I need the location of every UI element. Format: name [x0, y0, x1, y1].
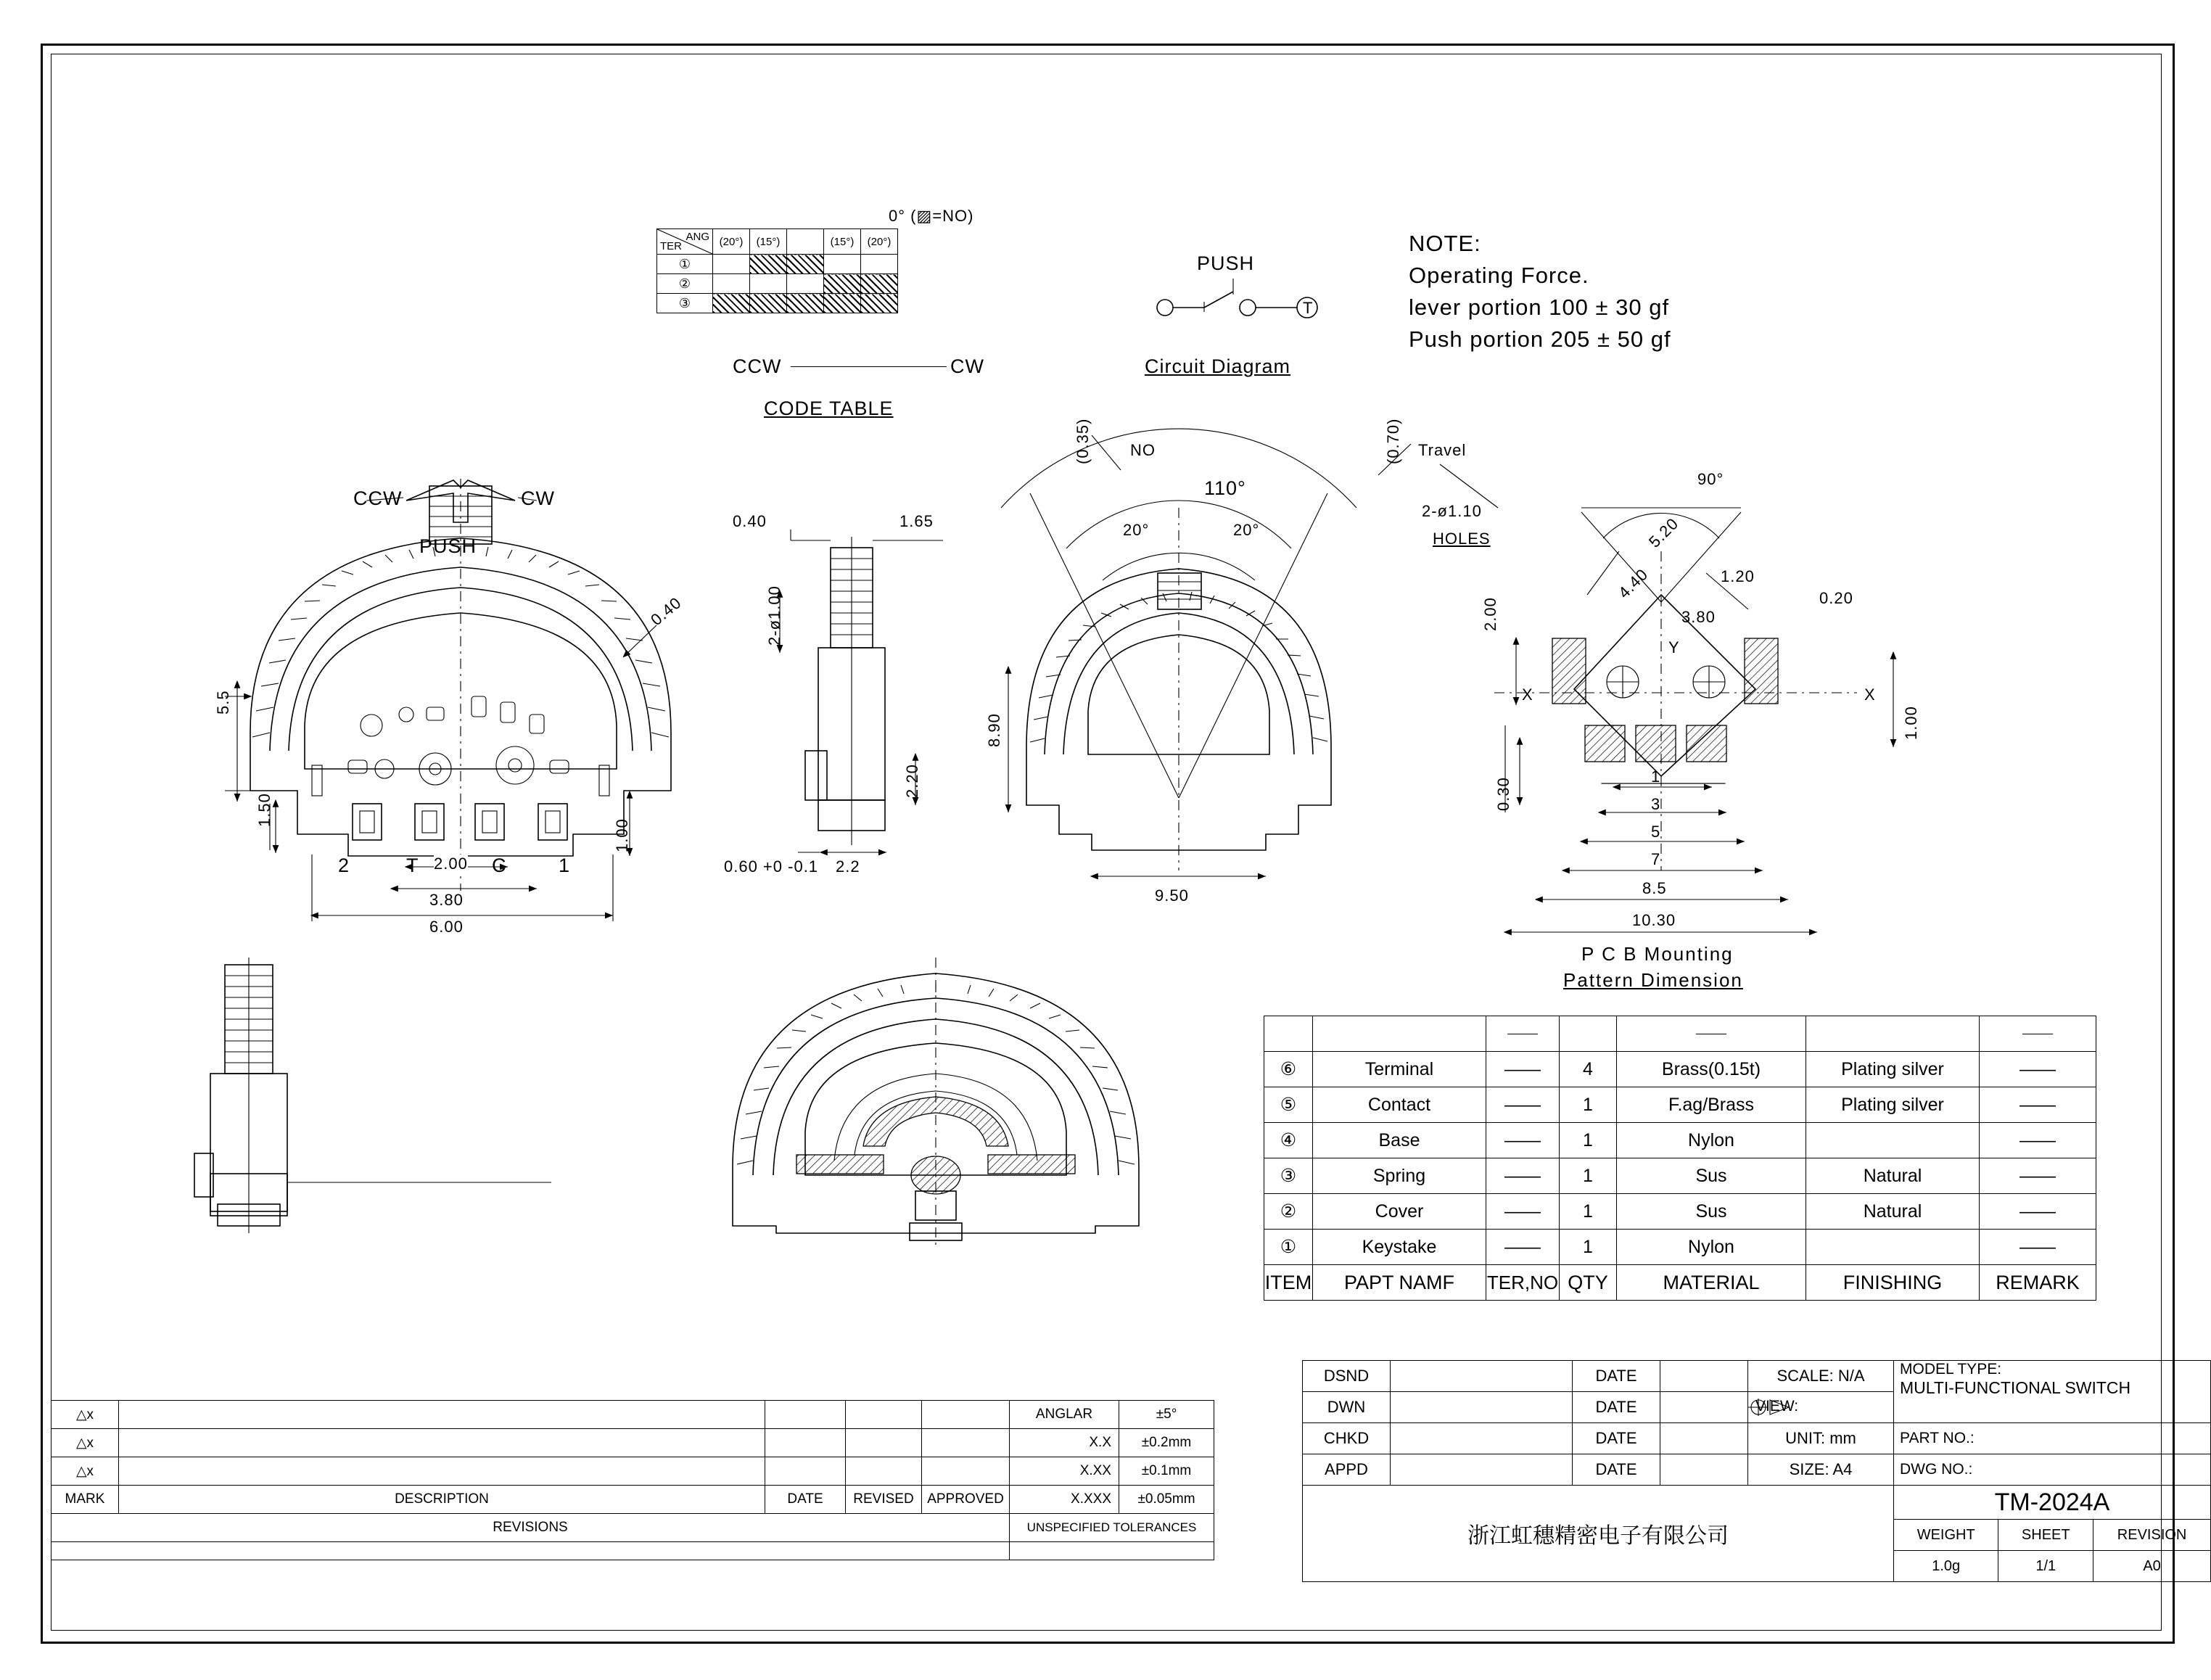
- code-col-4: (20°): [861, 229, 898, 255]
- code-table-ter-label: TER: [660, 240, 682, 252]
- dim-2xd1p00: 2-ø1.00: [765, 585, 783, 646]
- dim-0p60-tol: 0.60 +0 -0.1: [724, 857, 819, 876]
- circuit-terminal-label: T: [1303, 299, 1314, 317]
- code-cell: [861, 274, 898, 294]
- bom-finishing: Natural: [1806, 1158, 1980, 1194]
- bom-finishing: Plating silver: [1806, 1052, 1980, 1087]
- bom-qty: 1: [1560, 1158, 1617, 1194]
- bom-header-material: MATERIAL: [1617, 1265, 1806, 1301]
- bom-material: Brass(0.15t): [1617, 1052, 1806, 1087]
- dim-1p20: 1.20: [1721, 567, 1755, 585]
- front-view-push-label: PUSH: [419, 535, 477, 557]
- dim-1p00-pcb: 1.00: [1902, 706, 1920, 740]
- revisions-table: [51, 1400, 1214, 1560]
- bom-remark: ——: [1980, 1123, 2096, 1158]
- tol-label-3: X.XXX: [1010, 1486, 1119, 1514]
- code-row-1-terminal: ②: [657, 274, 713, 294]
- bom-table: [1264, 1016, 2096, 1301]
- bom-qty: 1: [1560, 1230, 1617, 1265]
- rev-header-approved: APPROVED: [922, 1486, 1010, 1514]
- front-view-cw-label: CW: [521, 487, 555, 509]
- tol-label-2: X.XX: [1010, 1457, 1119, 1486]
- bom-name: Base: [1313, 1123, 1486, 1158]
- rev-header-description: DESCRIPTION: [119, 1486, 765, 1514]
- terminal-label-2: 2: [338, 855, 350, 876]
- code-table-row: [657, 274, 898, 294]
- tb-sheet-value: 1/1: [1998, 1551, 2093, 1582]
- tol-label-0: ANGLAR: [1010, 1401, 1119, 1429]
- code-cell: [861, 294, 898, 313]
- rev-date-cell[interactable]: [765, 1457, 846, 1486]
- tb-dwn-value[interactable]: [1391, 1392, 1573, 1423]
- revisions-title: REVISIONS: [52, 1514, 1010, 1542]
- bom-item: ②: [1264, 1194, 1313, 1230]
- bom-qty: 1: [1560, 1123, 1617, 1158]
- dim-1p65: 1.65: [899, 512, 934, 530]
- rev-mark-cell: △x: [52, 1429, 119, 1457]
- code-cell: [787, 274, 824, 294]
- dim-5p5: 5.5: [214, 690, 232, 715]
- tb-chkd-label: CHKD: [1303, 1423, 1391, 1454]
- bom-header-terno: TER,NO: [1486, 1265, 1560, 1301]
- tb-dsnd-date-value[interactable]: [1660, 1361, 1748, 1392]
- tb-dwn-label: DWN: [1303, 1392, 1391, 1423]
- tolerances-title: UNSPECIFIED TOLERANCES: [1010, 1514, 1214, 1542]
- dim-0p35: (0.35): [1074, 418, 1092, 464]
- tb-dwg-no-value: TM-2024A: [1894, 1486, 2211, 1520]
- dim-110deg: 110°: [1204, 477, 1246, 499]
- dim-0p70: (0.70): [1384, 418, 1402, 464]
- tb-revision-value: A0: [2093, 1551, 2210, 1582]
- code-col-2: [787, 229, 824, 255]
- circuit-diagram-title: Circuit Diagram: [1145, 355, 1291, 377]
- holes-label-2: HOLES: [1433, 530, 1491, 548]
- tb-company: 浙江虹穗精密电子有限公司: [1303, 1486, 1894, 1582]
- tb-chkd-value[interactable]: [1391, 1423, 1573, 1454]
- code-table-row: [657, 255, 898, 274]
- bom-name: Cover: [1313, 1194, 1486, 1230]
- tb-size: SIZE: A4: [1748, 1454, 1894, 1486]
- ccw-cw-line: [791, 366, 947, 367]
- dim-2p00-pcb: 2.00: [1481, 597, 1499, 631]
- bom-row: [1264, 1052, 2096, 1087]
- bom-row: [1264, 1158, 2096, 1194]
- bom-header-row: [1264, 1265, 2096, 1301]
- bom-finishing: [1806, 1230, 1980, 1265]
- dim-8p90: 8.90: [985, 713, 1003, 747]
- bom-qty: 4: [1560, 1052, 1617, 1087]
- dim-6p00: 6.00: [429, 918, 464, 936]
- code-cell: [787, 294, 824, 313]
- code-row-2-terminal: ③: [657, 294, 713, 313]
- dim-90deg: 90°: [1697, 470, 1724, 488]
- dim-7-pcb: 7: [1651, 850, 1661, 868]
- code-col-0: (20°): [713, 229, 750, 255]
- code-cell: [713, 294, 750, 313]
- dim-2p00: 2.00: [434, 855, 468, 873]
- bom-finishing: [1806, 1123, 1980, 1158]
- bom-material: Nylon: [1617, 1123, 1806, 1158]
- bom-qty: 1: [1560, 1194, 1617, 1230]
- code-table-cw-label: CW: [950, 355, 984, 377]
- bom-name: Keystake: [1313, 1230, 1486, 1265]
- tb-chkd-date-value[interactable]: [1660, 1423, 1748, 1454]
- bom-name: Contact: [1313, 1087, 1486, 1123]
- dim-10p30-pcb: 10.30: [1632, 911, 1676, 929]
- tol-value-2: ±0.1mm: [1119, 1457, 1214, 1486]
- dim-20deg-left: 20°: [1123, 521, 1150, 539]
- bom-name: Spring: [1313, 1158, 1486, 1194]
- dim-1p00-front: 1.00: [613, 818, 631, 852]
- dim-1-pcb: 1: [1651, 767, 1661, 786]
- bom-item: ①: [1264, 1230, 1313, 1265]
- rev-desc-cell[interactable]: [119, 1401, 765, 1429]
- note-line-2: Push portion 205 ± 50 gf: [1409, 326, 1671, 352]
- tb-appd-label: APPD: [1303, 1454, 1391, 1486]
- bom-header-qty: QTY: [1560, 1265, 1617, 1301]
- code-table-title: CODE TABLE: [764, 398, 894, 419]
- dim-2p20: 2.20: [903, 764, 921, 798]
- tb-scale: SCALE: N/A: [1748, 1361, 1894, 1392]
- code-table-row: [657, 294, 898, 313]
- tb-appd-date-label: DATE: [1573, 1454, 1660, 1486]
- bom-item: ⑤: [1264, 1087, 1313, 1123]
- dim-0p40-front: 0.40: [647, 593, 685, 630]
- dim-0p30: 0.30: [1494, 777, 1512, 811]
- title-block: [1302, 1360, 2211, 1582]
- tb-part-no-label: PART NO.:: [1894, 1423, 2211, 1454]
- dim-3p80: 3.80: [429, 891, 464, 909]
- dim-0p20: 0.20: [1819, 589, 1853, 607]
- tb-unit: UNIT: mm: [1748, 1423, 1894, 1454]
- bom-terno: ——: [1486, 1052, 1560, 1087]
- rev-header-mark: MARK: [52, 1486, 119, 1514]
- code-col-1: (15°): [750, 229, 787, 255]
- code-table: [656, 228, 898, 313]
- bom-remark: ——: [1980, 1052, 2096, 1087]
- tb-dsnd-label: DSND: [1303, 1361, 1391, 1392]
- rev-date-cell[interactable]: [765, 1429, 846, 1457]
- code-cell: [713, 255, 750, 274]
- dim-9p50: 9.50: [1155, 886, 1189, 905]
- tb-dwn-date-value[interactable]: [1660, 1392, 1748, 1423]
- tb-dwg-no-label: DWG NO.:: [1894, 1454, 2211, 1486]
- code-cell: [824, 274, 861, 294]
- rev-header-revised: REVISED: [846, 1486, 922, 1514]
- revisions-spacer: [52, 1542, 1010, 1560]
- bom-item: ④: [1264, 1123, 1313, 1158]
- front-view-ccw-label: CCW: [353, 487, 403, 509]
- rev-revised-cell[interactable]: [846, 1401, 922, 1429]
- rev-mark-cell: △x: [52, 1401, 119, 1429]
- bom-terno: ——: [1486, 1230, 1560, 1265]
- tol-value-1: ±0.2mm: [1119, 1429, 1214, 1457]
- tb-weight-label: WEIGHT: [1894, 1520, 1998, 1551]
- tb-model-type-value: MULTI-FUNCTIONAL SWITCH: [1900, 1378, 2131, 1397]
- bom-header-item: ITEM: [1264, 1265, 1313, 1301]
- terminal-label-1: 1: [559, 855, 571, 876]
- dim-20deg-right: 20°: [1233, 521, 1260, 539]
- holes-label: 2-ø1.10: [1422, 502, 1482, 520]
- bom-material: Sus: [1617, 1158, 1806, 1194]
- pcb-title-line2: Pattern Dimension: [1563, 969, 1743, 991]
- note-heading: NOTE:: [1409, 231, 1481, 256]
- code-row-0-terminal: ①: [657, 255, 713, 274]
- label-no: NO: [1130, 441, 1156, 459]
- code-cell: [750, 274, 787, 294]
- tol-label-1: X.X: [1010, 1429, 1119, 1457]
- bom-terno: ——: [1486, 1123, 1560, 1158]
- tb-weight-value: 1.0g: [1894, 1551, 1998, 1582]
- dim-4p40: 4.40: [1615, 564, 1652, 602]
- code-table-ccw-label: CCW: [733, 355, 782, 377]
- datum-y: Y: [1668, 638, 1680, 656]
- dim-0p40-side: 0.40: [733, 512, 767, 530]
- tb-dsnd-date-label: DATE: [1573, 1361, 1660, 1392]
- code-col-3: (15°): [824, 229, 861, 255]
- bom-remark: ——: [1980, 1087, 2096, 1123]
- bom-terno: ——: [1486, 1158, 1560, 1194]
- bom-row: [1264, 1087, 2096, 1123]
- bom-item: ⑥: [1264, 1052, 1313, 1087]
- tol-value-3: ±0.05mm: [1119, 1486, 1214, 1514]
- bom-qty: 1: [1560, 1087, 1617, 1123]
- dim-5p20: 5.20: [1645, 514, 1682, 551]
- terminal-label-C: C: [492, 855, 507, 876]
- note-line-1: lever portion 100 ± 30 gf: [1409, 295, 1670, 320]
- bom-terno: ——: [1486, 1087, 1560, 1123]
- datum-x-left: X: [1522, 685, 1533, 704]
- rev-approved-cell[interactable]: [922, 1401, 1010, 1429]
- dim-1p50: 1.50: [255, 793, 273, 827]
- bom-material: Nylon: [1617, 1230, 1806, 1265]
- pcb-title-line1: P C B Mounting: [1581, 943, 1734, 965]
- bom-material: Sus: [1617, 1194, 1806, 1230]
- rev-approved-cell[interactable]: [922, 1429, 1010, 1457]
- bom-row: [1264, 1123, 2096, 1158]
- code-cell: [713, 274, 750, 294]
- bom-row: [1264, 1194, 2096, 1230]
- dim-3p80-pcb: 3.80: [1681, 608, 1716, 626]
- dim-3-pcb: 3: [1651, 795, 1661, 813]
- tb-model-type-label: MODEL TYPE:: [1900, 1361, 2002, 1378]
- terminal-label-T: T: [406, 855, 419, 876]
- tb-appd-date-value[interactable]: [1660, 1454, 1748, 1486]
- code-cell: [824, 255, 861, 274]
- bom-row-blank-top: [1264, 1016, 2096, 1052]
- dim-2p2: 2.2: [836, 857, 860, 876]
- tb-appd-value[interactable]: [1391, 1454, 1573, 1486]
- bom-header-name: PAPT NAMF: [1313, 1265, 1486, 1301]
- bom-finishing: Natural: [1806, 1194, 1980, 1230]
- code-cell: [861, 255, 898, 274]
- code-cell: [750, 255, 787, 274]
- rev-approved-cell[interactable]: [922, 1457, 1010, 1486]
- rev-desc-cell[interactable]: [119, 1457, 765, 1486]
- tb-dsnd-value[interactable]: [1391, 1361, 1573, 1392]
- datum-x-right: X: [1864, 685, 1876, 704]
- bom-row: [1264, 1230, 2096, 1265]
- tb-view-label: VIEW:: [1755, 1398, 1799, 1415]
- bom-terno: ——: [1486, 1194, 1560, 1230]
- bom-material: F.ag/Brass: [1617, 1087, 1806, 1123]
- code-table-ang-label: ANG: [685, 231, 709, 243]
- code-table-no-note: 0° (▨=NO): [889, 207, 974, 225]
- rev-revised-cell[interactable]: [846, 1457, 922, 1486]
- rev-revised-cell[interactable]: [846, 1429, 922, 1457]
- tol-value-0: ±5°: [1119, 1401, 1214, 1429]
- rev-header-date: DATE: [765, 1486, 846, 1514]
- tb-dwn-date-label: DATE: [1573, 1392, 1660, 1423]
- rev-date-cell[interactable]: [765, 1401, 846, 1429]
- rev-desc-cell[interactable]: [119, 1429, 765, 1457]
- note-line-0: Operating Force.: [1409, 263, 1589, 288]
- dim-8p5-pcb: 8.5: [1642, 879, 1667, 897]
- code-cell: [750, 294, 787, 313]
- tb-chkd-date-label: DATE: [1573, 1423, 1660, 1454]
- code-cell: [787, 255, 824, 274]
- bom-header-finishing: FINISHING: [1806, 1265, 1980, 1301]
- bom-item: ③: [1264, 1158, 1313, 1194]
- label-travel: Travel: [1418, 441, 1467, 459]
- bom-name: Terminal: [1313, 1052, 1486, 1087]
- tolerances-spacer: [1010, 1542, 1214, 1560]
- rev-mark-cell: △x: [52, 1457, 119, 1486]
- code-cell: [824, 294, 861, 313]
- bom-remark: ——: [1980, 1158, 2096, 1194]
- bom-finishing: Plating silver: [1806, 1087, 1980, 1123]
- dim-5-pcb: 5: [1651, 823, 1661, 841]
- bom-header-remark: REMARK: [1980, 1265, 2096, 1301]
- circuit-push-label: PUSH: [1197, 252, 1255, 274]
- bom-remark: ——: [1980, 1194, 2096, 1230]
- tb-revision-label: REVISION: [2117, 1526, 2187, 1543]
- tb-sheet-label: SHEET: [1998, 1520, 2093, 1551]
- bom-remark: ——: [1980, 1230, 2096, 1265]
